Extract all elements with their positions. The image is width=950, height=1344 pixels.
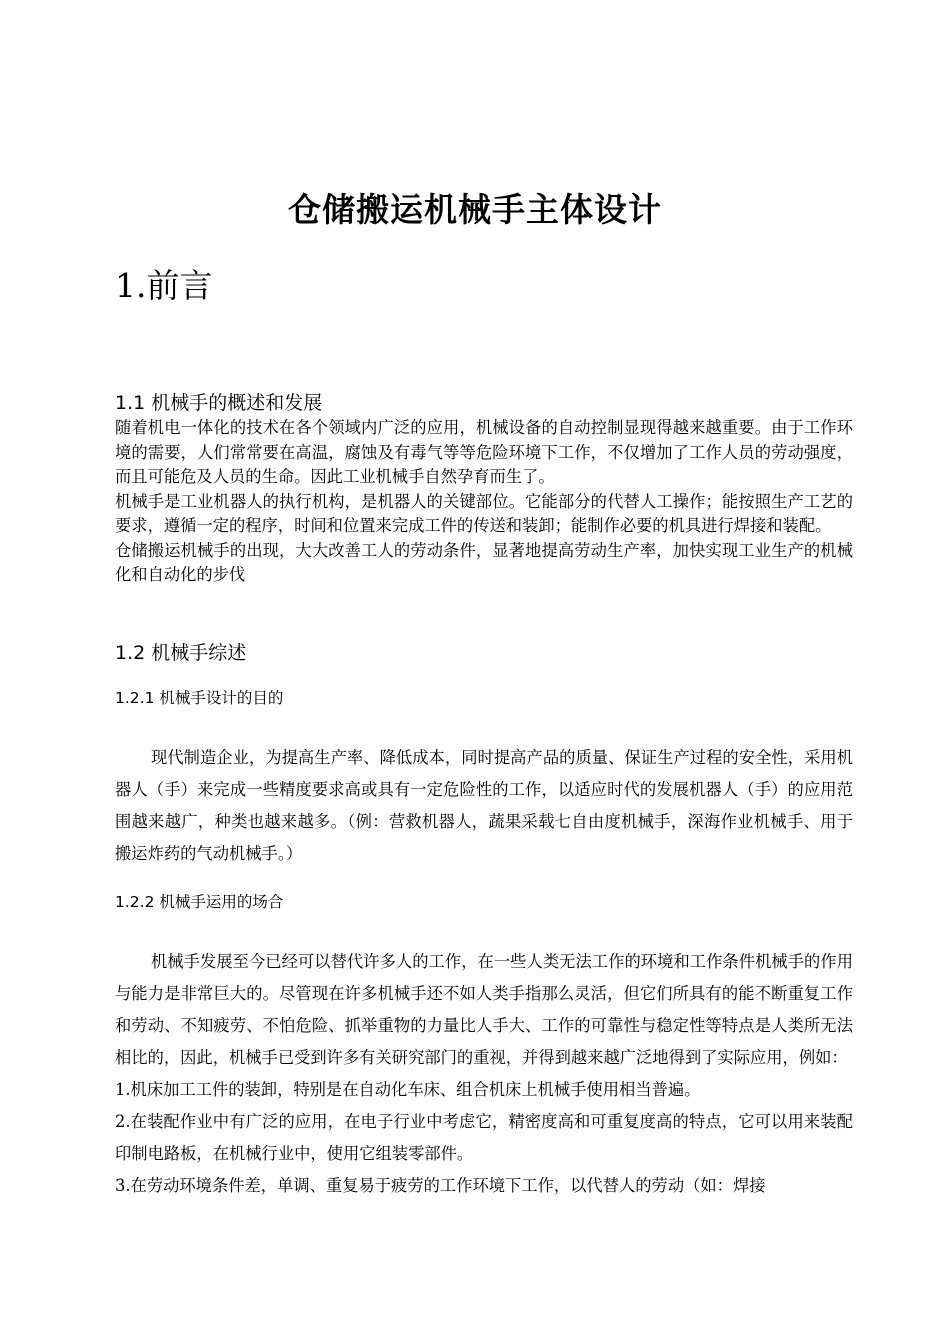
section-1-2-2-body [115,946,853,1202]
list-item-1: 1.机床加工工件的装卸，特别是在自动化车床、组合机床上机械手使用相当普遍。 [115,1080,701,1099]
section-1-1-body [115,416,853,588]
paragraph-1-2-2: 机械手发展至今已经可以替代许多人的工作，在一些人类无法工作的环境和工作条件机械手的作用与能力是非常巨大的。尽管现在许多机械手还不如人类手指那么灵活，但它们所具有的能不断重复工作和劳动、不知疲劳、不怕危险、抓举重物的力量比人手大、工作的可靠性与稳定性等特点是人类所无法相比的，因此，机械手已受到许多有关研究部门的重视，并得到越来越广泛地得到了实际应用，例如： [115,952,853,1067]
list-item-3: 3.在劳动环境条件差，单调、重复易于疲劳的工作环境下工作，以代替人的劳动（如：焊接 [115,1176,766,1195]
section-heading-1-2-1: 1.2.1 机械手设计的目的 [115,689,284,707]
paragraph-1-1-b: 机械手是工业机器人的执行机构，是机器人的关键部位。它能部分的代替人工操作；能按照生产工艺的要求，遵循一定的程序，时间和位置来完成工件的传送和装卸；能制作必要的机具进行焊接和装配。 [115,491,853,535]
section-heading-1-1: 1.1 机械手的概述和发展 [115,392,323,414]
section-heading-1-2: 1.2 机械手综述 [115,642,247,664]
paragraph-1-2-1: 现代制造企业，为提高生产率、降低成本，同时提高产品的质量、保证生产过程的安全性，采用机器人（手）来完成一些精度要求高或具有一定危险性的工作，以适应时代的发展机器人（手）的应用范围越来越广，种类也越来越多。（例：营救机器人，蔬果采载七自由度机械手，深海作业机械手、用于搬运炸药的气动机械手。） [115,748,853,863]
section-heading-preface: 1.前言 [115,266,213,305]
paragraph-1-1-a: 随着机电一体化的技术在各个领域内广泛的应用，机械设备的自动控制显现得越来越重要。由于工作环境的需要，人们常常要在高温，腐蚀及有毒气等等危险环境下工作，不仅增加了工作人员的劳动强度，而且可能危及人员的生命。因此工业机械手自然孕育而生了。 [115,418,853,486]
section-1-2-1-body [115,742,853,870]
section-heading-1-2-2: 1.2.2 机械手运用的场合 [115,893,284,911]
list-item-2: 2.在装配作业中有广泛的应用，在电子行业中考虑它，精密度高和可重复度高的特点，它可以用来装配印制电路板，在机械行业中，使用它组装零部件。 [115,1112,853,1163]
paragraph-1-1-c: 仓储搬运机械手的出现，大大改善工人的劳动条件，显著地提高劳动生产率，加快实现工业生产的机械化和自动化的步伐 [115,540,853,584]
document-title: 仓储搬运机械手主体设计 [288,190,662,229]
